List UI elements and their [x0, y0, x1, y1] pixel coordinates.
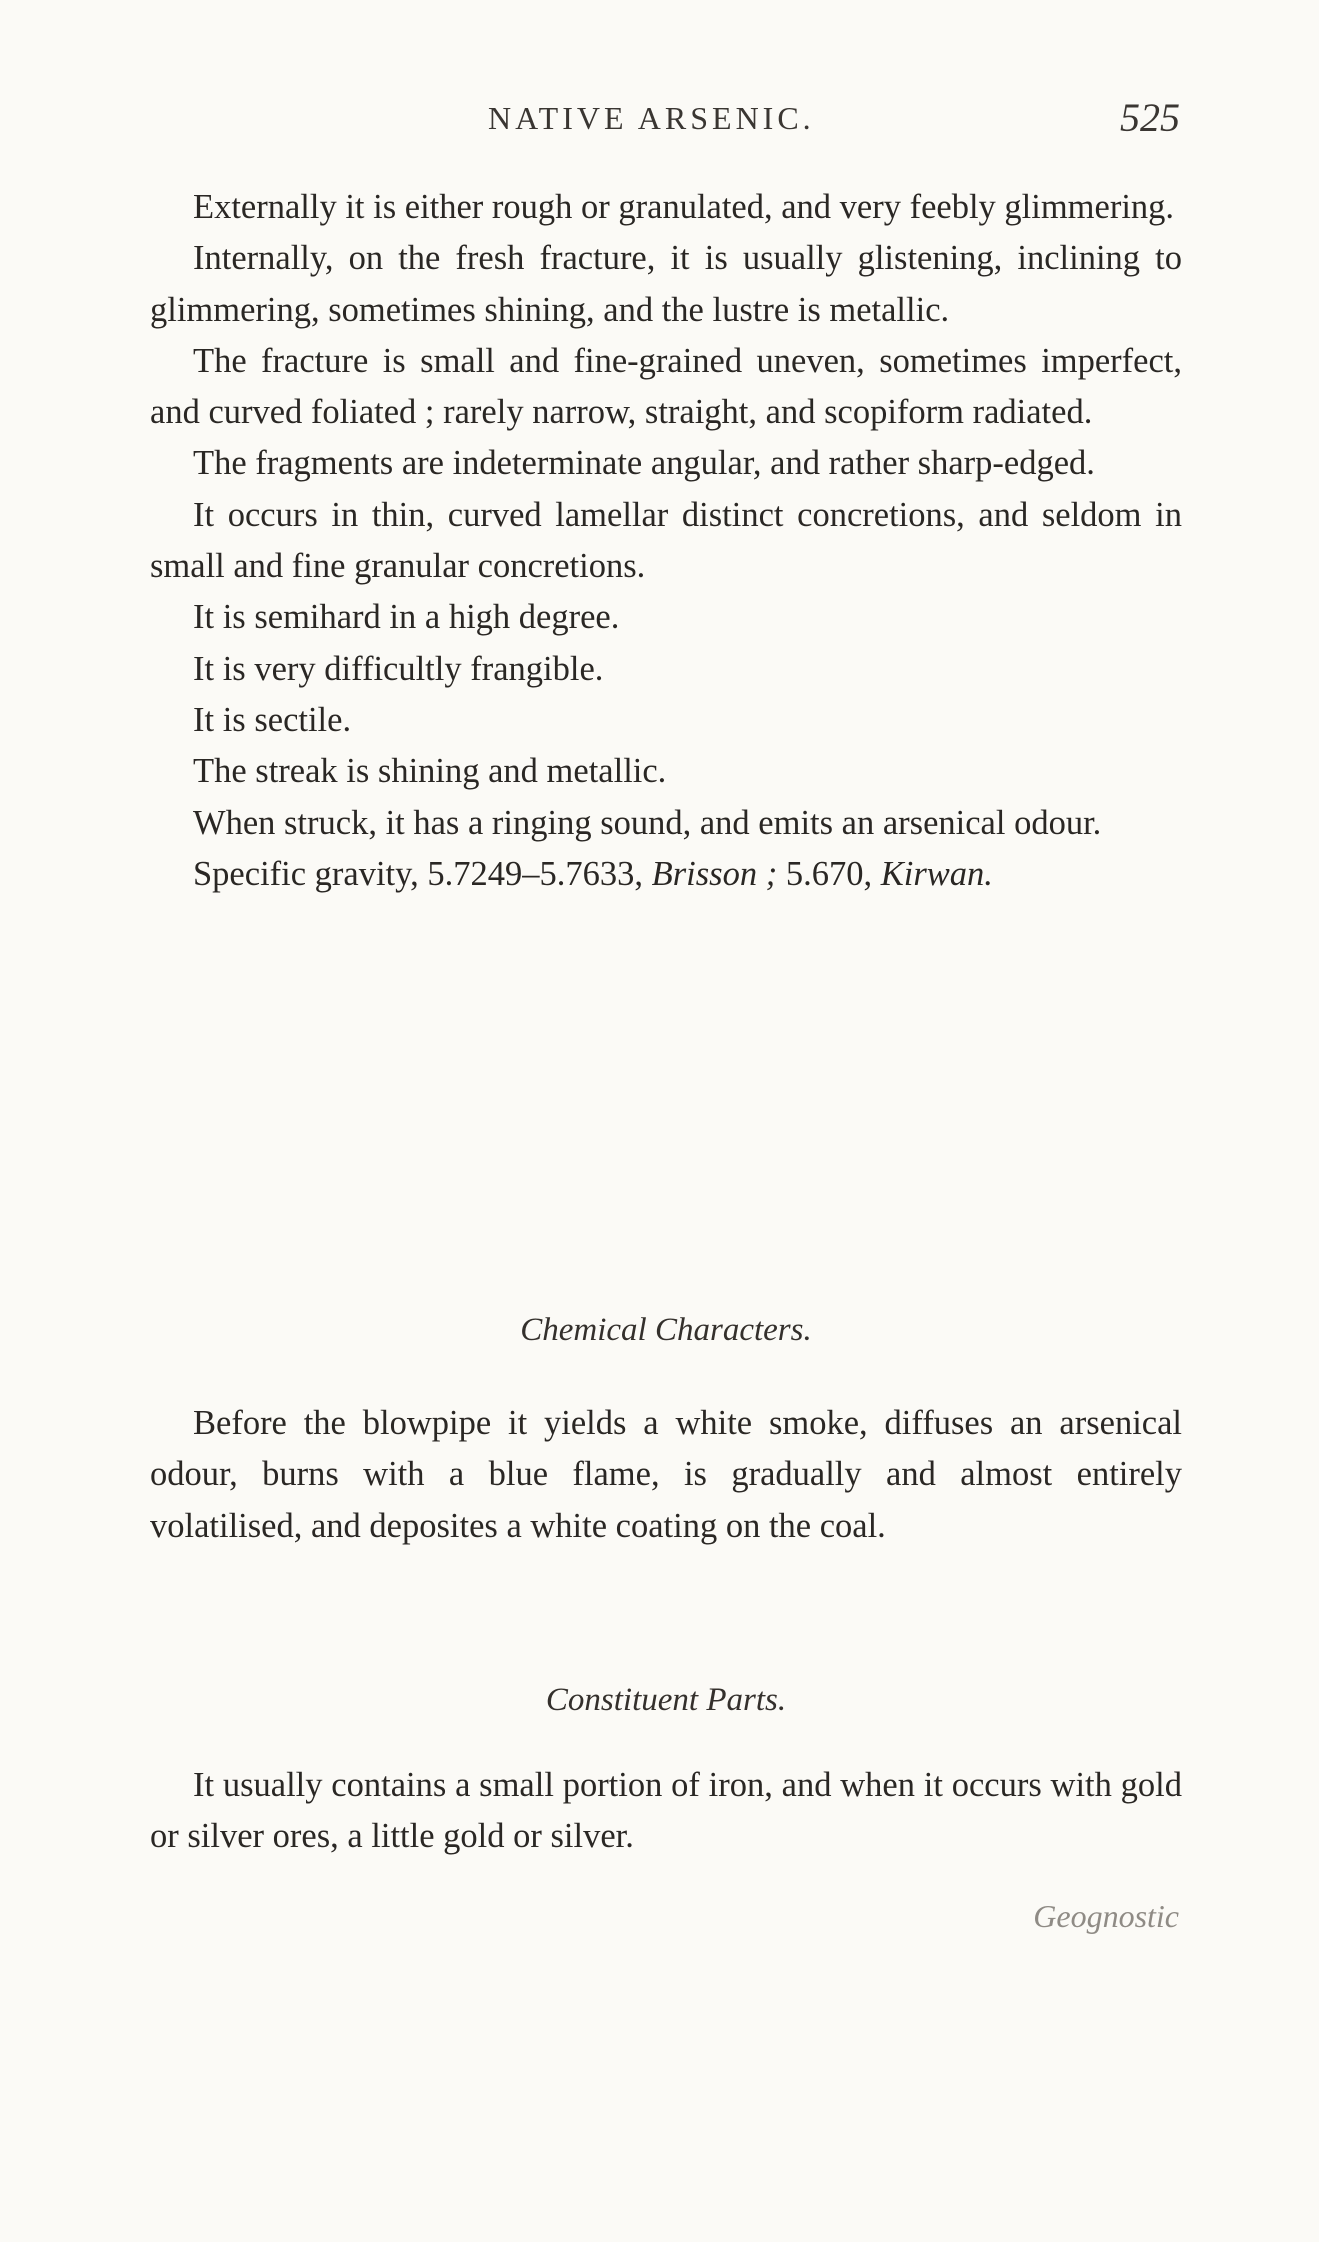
chemical-characters-text — [150, 1398, 1182, 1552]
gravity-source-brisson: Brisson ; — [651, 854, 778, 893]
running-head — [150, 95, 1180, 160]
paragraph-fragments: The fragments are indeterminate angular, and rather sharp-edged. — [193, 444, 1095, 483]
paragraph-sound: When struck, it has a ringing sound, and emits an arsenical odour. — [193, 803, 1102, 842]
paragraph-specific-gravity — [150, 849, 1182, 900]
paragraph-concretions: It occurs in thin, curved lamellar distinct concretions, and seldom in small and fine granular concretions. — [150, 495, 1182, 586]
description-text — [150, 182, 1182, 900]
paragraph-hardness: It is semihard in a high degree. — [193, 598, 620, 637]
gravity-value-kirwan: 5.670, — [785, 854, 873, 893]
paragraph-internal-lustre: Internally, on the fresh fracture, it is usually glistening, inclining to glimmering, sometimes shining, and the lustre is metallic. — [150, 239, 1182, 329]
page-number: 525 — [1120, 95, 1180, 140]
catchword: Geognostic — [1033, 1898, 1179, 1934]
paragraph-fracture: The fracture is small and fine-grained uneven, sometimes imperfect, and curved foliated ; rarely narrow, straight, and scopiform radiated. — [150, 341, 1182, 432]
paragraph-external-lustre: Externally it is either rough or granulated, and very feebly glimmering. — [193, 188, 1175, 226]
constituent-parts-heading: Constituent Parts. — [545, 1682, 787, 1718]
chemical-characters-heading: Chemical Characters. — [520, 1312, 812, 1348]
paragraph-sectility: It is sectile. — [193, 700, 352, 739]
paragraph-constituents: It usually contains a small portion of iron, and when it occurs with gold or silver ores, a little gold or silver. — [150, 1766, 1182, 1856]
gravity-source-kirwan: Kirwan. — [880, 854, 993, 893]
paragraph-streak: The streak is shining and metallic. — [193, 752, 667, 791]
constituent-parts-text — [150, 1760, 1182, 1863]
paragraph-blowpipe: Before the blowpipe it yields a white smoke, diffuses an arsenical odour, burns with a blue flame, is gradually and almost entirely volatilised, and deposites a white coating on the coal. — [150, 1404, 1182, 1545]
gravity-values: Specific gravity, 5.7249–5.7633, — [193, 854, 644, 893]
running-head-title: NATIVE ARSENIC. — [488, 100, 815, 136]
paragraph-frangibility: It is very difficultly frangible. — [193, 649, 604, 688]
